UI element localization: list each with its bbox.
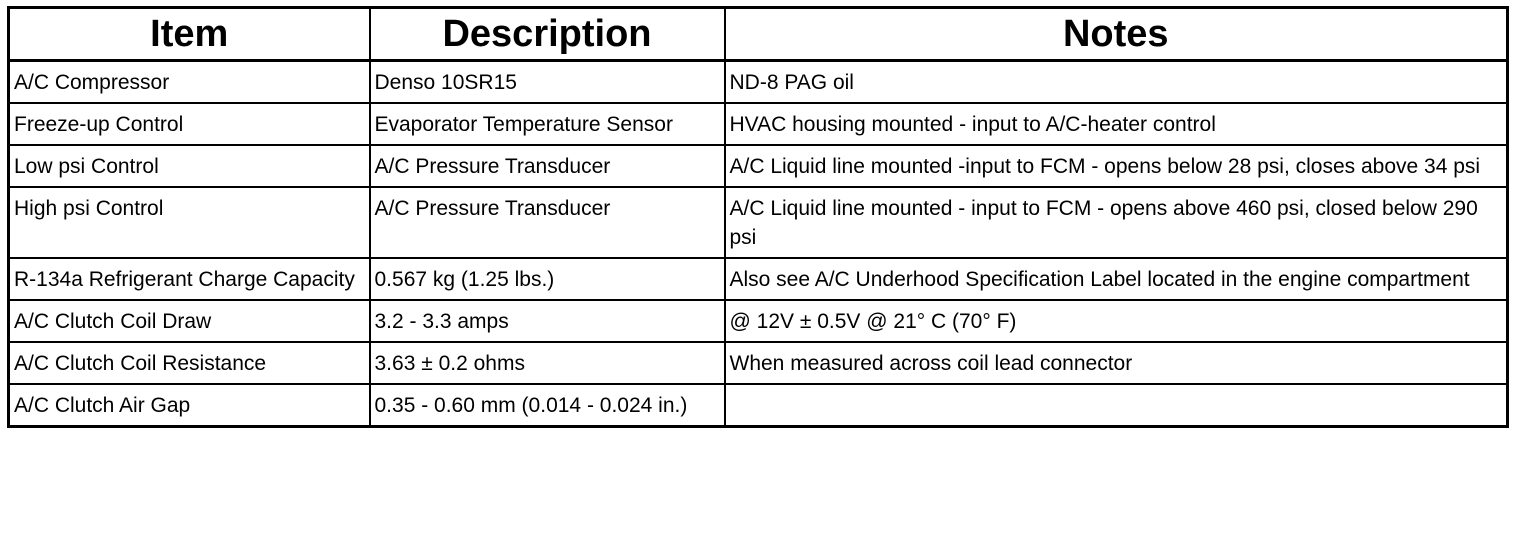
cell-description: Denso 10SR15 (370, 61, 725, 104)
specifications-table (7, 6, 1509, 428)
table-row (9, 384, 1508, 427)
cell-notes: @ 12V ± 0.5V @ 21° C (70° F) (725, 300, 1508, 342)
table-row (9, 145, 1508, 187)
table-row (9, 61, 1508, 104)
cell-item: A/C Compressor (9, 61, 370, 104)
cell-item: Freeze-up Control (9, 103, 370, 145)
cell-notes: ND-8 PAG oil (725, 61, 1508, 104)
cell-description: 0.35 - 0.60 mm (0.014 - 0.024 in.) (370, 384, 725, 427)
table-row (9, 342, 1508, 384)
cell-item: A/C Clutch Coil Resistance (9, 342, 370, 384)
cell-item: A/C Clutch Air Gap (9, 384, 370, 427)
header-notes: Notes (725, 8, 1508, 61)
cell-description: 3.2 - 3.3 amps (370, 300, 725, 342)
cell-description: A/C Pressure Transducer (370, 187, 725, 258)
cell-description: 0.567 kg (1.25 lbs.) (370, 258, 725, 300)
cell-notes: A/C Liquid line mounted - input to FCM - opens above 460 psi, closed below 290 psi (725, 187, 1508, 258)
cell-notes: HVAC housing mounted - input to A/C-heater control (725, 103, 1508, 145)
cell-notes (725, 384, 1508, 427)
table-row (9, 187, 1508, 258)
cell-item: Low psi Control (9, 145, 370, 187)
cell-notes: Also see A/C Underhood Specification Label located in the engine compartment (725, 258, 1508, 300)
table-row (9, 300, 1508, 342)
cell-description: 3.63 ± 0.2 ohms (370, 342, 725, 384)
cell-item: A/C Clutch Coil Draw (9, 300, 370, 342)
cell-description: Evaporator Temperature Sensor (370, 103, 725, 145)
cell-notes: When measured across coil lead connector (725, 342, 1508, 384)
header-description: Description (370, 8, 725, 61)
cell-notes: A/C Liquid line mounted -input to FCM - opens below 28 psi, closes above 34 psi (725, 145, 1508, 187)
table-row (9, 103, 1508, 145)
cell-item: R-134a Refrigerant Charge Capacity (9, 258, 370, 300)
header-item: Item (9, 8, 370, 61)
header-row (9, 8, 1508, 61)
table-row (9, 258, 1508, 300)
cell-description: A/C Pressure Transducer (370, 145, 725, 187)
cell-item: High psi Control (9, 187, 370, 258)
